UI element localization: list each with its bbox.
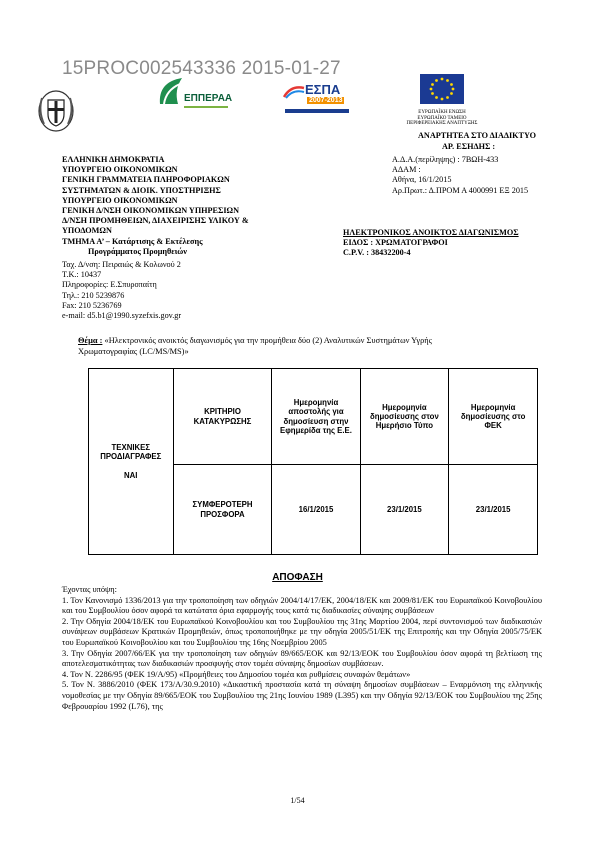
value-cell: 23/1/2015 — [360, 465, 449, 555]
subject-label: Θέμα : — [78, 336, 103, 345]
subject-line-1: «Ηλεκτρονικός ανοικτός διαγωνισμός για την προμήθεια δύο (2) Αναλυτικών Συστημάτων Υγρής — [104, 336, 432, 345]
date-line: Αθήνα, 16/1/2015 — [392, 175, 452, 185]
header-cell: ΚΡΙΤΗΡΙΟ ΚΑΤΑΚΥΡΩΣΗΣ — [173, 369, 272, 465]
epperaa-label: ΕΠΠΕΡΑΑ — [184, 93, 233, 104]
specs-value: ΝΑΙ — [124, 471, 138, 481]
contact-info: Πληροφορίες: Ε.Σπυροπαίτη — [62, 280, 157, 290]
contact-address: Ταχ. Δ/νση: Πειραιώς & Κολωνού 2 — [62, 260, 181, 269]
header-cell: Ημερομηνία δημοσίευσης στο ΦΕΚ — [449, 369, 538, 465]
esidis-number: ΑΡ. ΕΣΗΔΗΣ : — [442, 142, 496, 151]
tender-title: ΗΛΕΚΤΡΟΝΙΚΟΣ ΑΝΟΙΚΤΟΣ ΔΙΑΓΩΝΙΣΜΟΣ — [343, 228, 519, 237]
contact-email[interactable]: e-mail: d5.b1@1990.syzefxis.gov.gr — [62, 311, 182, 321]
decision-intro: Έχοντας υπόψη: — [62, 585, 117, 594]
specs-label: ΤΕΧΝΙΚΕΣ ΠΡΟΔΙΑΓΡΑΦΕΣ — [100, 442, 162, 461]
specs-cell — [89, 369, 174, 555]
epperaa-logo — [156, 76, 231, 118]
eu-caption: ΕΥΡΩΠΑΪΚΗ ΕΝΩΣΗ ΕΥΡΩΠΑΪΚΟ ΤΑΜΕΙΟ ΠΕΡΙΦΕΡΕΙΑΚΗΣ ΑΝΑΠΤΥΞΗΣ — [406, 110, 478, 127]
adam-code: ΑΔΑΜ : — [392, 165, 421, 175]
decision-heading: ΑΠΟΦΑΣΗ — [272, 572, 323, 583]
protocol-stamp: 15PROC002543336 2015-01-27 — [62, 58, 341, 79]
espa-label: ΕΣΠΑ — [305, 82, 341, 97]
tender-block — [343, 228, 519, 259]
decision-body — [62, 585, 542, 712]
decision-item: 1. Τον Κανονισμό 1336/2013 για την τροποποίηση των οδηγιών 2004/14/17/ΕΚ, 2004/18/ΕΚ και 2009/81/ΕΚ του Ευρωπαϊκού Κοινοβουλίου και του Συμβουλίου όσον αφορά τα κατώτατα όρια εφαρμογής τους κατά τις διαδικασίες σύναψης συμβάσεων — [62, 595, 542, 616]
issuer-block: ΕΛΛΗΝΙΚΗ ΔΗΜΟΚΡΑΤΙΑ ΥΠΟΥΡΓΕΙΟ ΟΙΚΟΝΟΜΙΚΩΝ ΓΕΝΙΚΗ ΓΡΑΜΜΑΤΕΙΑ ΠΛΗΡΟΦΟΡΙΑΚΩΝ ΣΥΣΤΗΜΑΤΩΝ & ΔΙΟΙΚ. ΥΠΟΣΤΗΡΙΞΗΣ ΥΠΟΥΡΓΕΙΟ ΟΙΚΟΝΟΜΙΚΩΝ ΓΕΝΙΚΗ Δ/ΝΣΗ ΟΙΚΟΝΟΜΙΚΩΝ ΥΠΗΡΕΣΙΩΝ Δ/ΝΣΗ ΠΡΟΜΗΘΕΙΩΝ, ΔΙΑΧΕΙΡΙΣΗΣ ΥΛΙΚΟΥ & ΥΠΟΔΟΜΩΝ ΤΜΗΜΑ Α’ – Κατάρτισης & Εκτέλεσης Προγράμματος Προμηθειών — [62, 155, 249, 256]
tender-info-table — [88, 368, 538, 555]
reference-block — [392, 155, 528, 196]
contact-block — [62, 260, 181, 321]
value-cell: 16/1/2015 — [272, 465, 360, 555]
tender-kind: ΕΙΔΟΣ : ΧΡΩΜΑΤΟΓΡΑΦΟΙ — [343, 238, 448, 248]
value-cell: 23/1/2015 — [449, 465, 538, 555]
value-cell: ΣΥΜΦΕΡΟΤΕΡΗ ΠΡΟΣΦΟΡΑ — [173, 465, 272, 555]
espa-years: 2007-2013 — [309, 97, 343, 104]
subject — [78, 336, 538, 357]
greek-coat-of-arms-icon — [36, 88, 76, 134]
page-number: 1/54 — [290, 796, 305, 805]
contact-postcode: Τ.Κ.: 10437 — [62, 270, 102, 280]
contact-fax: Fax: 210 5236769 — [62, 300, 122, 310]
ada-code: Α.Δ.Α.(περίληψης) : 7ΒΩΗ-433 — [392, 155, 499, 164]
posting-notice: ΑΝΑΡΤΗΤΕΑ ΣΤΟ ΔΙΑΔΙΚΤΥΟ — [418, 131, 536, 140]
decision-item: 3. Την Οδηγία 2007/66/ΕΚ για την τροποποίηση των οδηγιών 89/665/ΕΟΚ και 92/13/ΕΟΚ του Συμβουλίου όσον αφορά τη βελτίωση της αποτελεσματικότητας των διαδικασιών προσφυγής στον τομέα σύναψης δημοσίων συμβάσεων. — [62, 648, 542, 669]
decision-item: 2. Την Οδηγία 2004/18/ΕΚ του Ευρωπαϊκού Κοινοβουλίου και του Συμβουλίου της 31ης Μαρτίου 2004, περί συντονισμού των διαδικασιών συνάψεων συμβάσεων Κρατικών Προμηθειών, όπως τροποποιήθηκε με την οδηγία 2005/51/ΕΚ της Επιτροπής και την Οδηγία 2005/75/ΕΚ του Ευρωπαϊκού Κοινοβουλίου και του Συμβουλίου της 16ης Νοεμβρίου 2005 — [62, 616, 542, 647]
eu-flag-icon — [420, 74, 464, 104]
protocol-number: Αρ.Πρωτ.: Δ.ΠΡΟΜ Α 4000991 ΕΞ 2015 — [392, 185, 529, 195]
header-cell: Ημερομηνία αποστολής για δημοσίευση στην Εφημερίδα της Ε.Ε. — [272, 369, 360, 465]
espa-logo — [283, 82, 353, 122]
tender-cpv: C.P.V. : 38432200-4 — [343, 248, 411, 258]
decision-item: 5. Τον Ν. 3886/2010 (ΦΕΚ 173/Α/30.9.2010) «Δικαστική προστασία κατά τη σύναψη δημοσίων συμβάσεων – Εναρμόνιση της ελληνικής νομοθεσίας με την Οδηγία 89/665/ΕΟΚ του Συμβουλίου της 21ης Ιουνίου 1989 (L395) και την Οδηγία 92/13/ΕΟΚ του Συμβουλίου της 25ης Φεβρουαρίου 1992 (L76), της — [62, 680, 542, 711]
contact-phone: Τηλ.: 210 5239876 — [62, 290, 125, 300]
decision-item: 4. Τον Ν. 2286/95 (ΦΕΚ 19/Α/95) «Προμήθειες του Δημοσίου τομέα και ρυθμίσεις συναφών θεμάτων» — [62, 669, 411, 679]
subject-line-2: Χρωματογραφίας (LC/MS/MS)» — [78, 346, 189, 356]
header-cell: Ημερομηνία δημοσίευσης στον Ημερήσιο Τύπο — [360, 369, 449, 465]
